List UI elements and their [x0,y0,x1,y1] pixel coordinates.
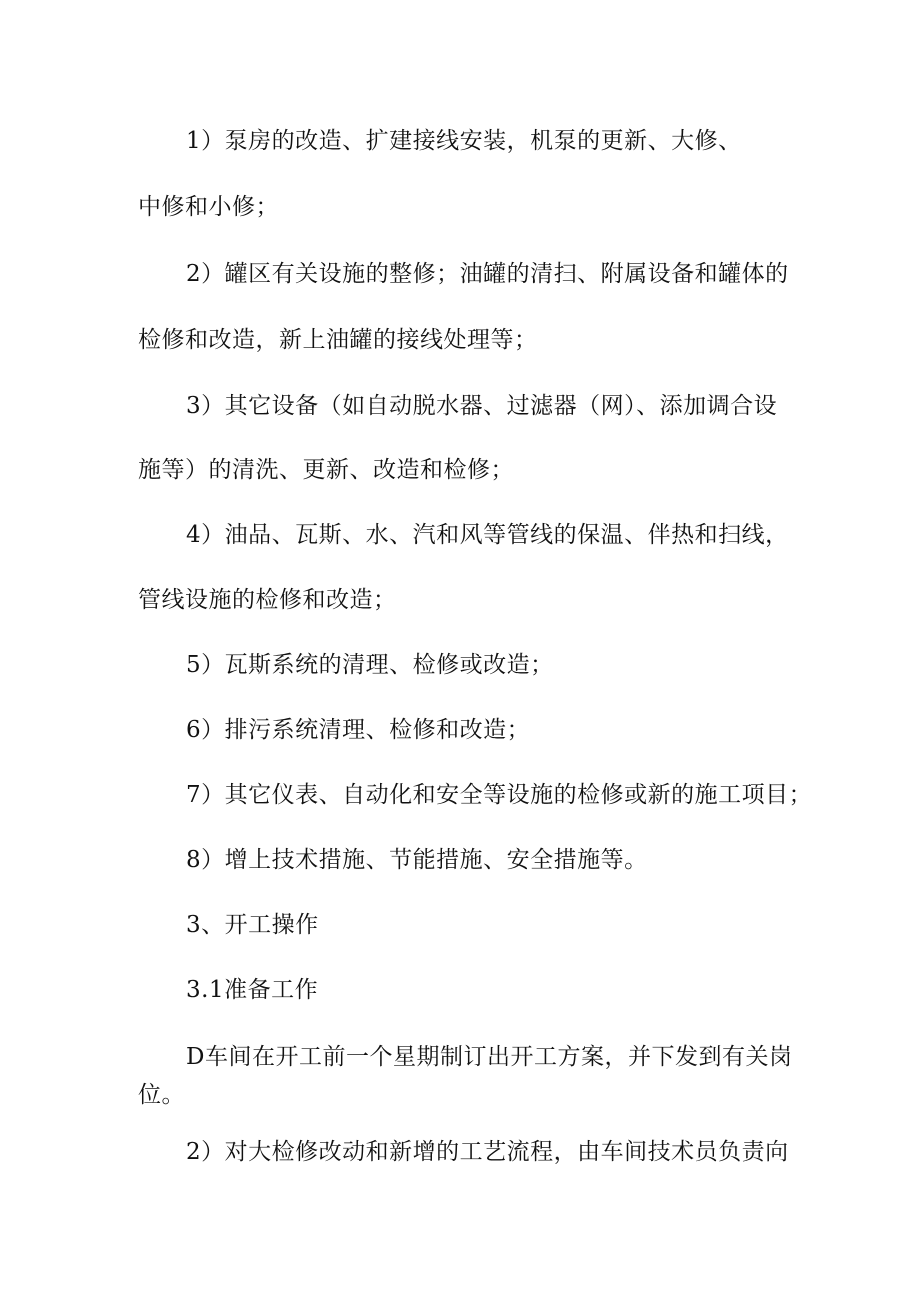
text-line-4: 检修和改造，新上油罐的接线处理等； [138,327,538,353]
text-line-17: 2）对大检修改动和新增的工艺流程，由车间技术员负责向 [186,1139,789,1165]
text-line-16: 位。 [138,1082,185,1108]
text-line-6: 施等）的清洗、更新、改造和检修； [138,457,514,483]
text-line-9: 5）瓦斯系统的清理、检修或改造； [186,652,554,678]
text-line-2: 中修和小修； [138,194,279,220]
section-heading: 3、开工操作 [186,912,319,938]
text-line-8: 管线设施的检修和改造； [138,587,397,613]
text-line-15: D车间在开工前一个星期制订出开工方案，并下发到有关岗 [186,1044,793,1070]
text-line-12: 8）增上技术措施、节能措施、安全措施等。 [186,847,648,873]
text-line-5: 3）其它设备（如自动脱水器、过滤器（网）、添加调合设 [186,393,778,419]
text-line-7: 4）油品、瓦斯、水、汽和风等管线的保温、伴热和扫线， [186,522,789,548]
text-line-10: 6）排污系统清理、检修和改造； [186,717,531,743]
text-line-11: 7）其它仪表、自动化和安全等设施的检修或新的施工项目； [186,782,813,808]
text-line-3: 2）罐区有关设施的整修；油罐的清扫、附属设备和罐体的 [186,261,789,287]
text-line-1: 1）泵房的改造、扩建接线安装，机泵的更新、大修、 [186,128,742,154]
subsection-heading: 3.1准备工作 [186,977,319,1003]
